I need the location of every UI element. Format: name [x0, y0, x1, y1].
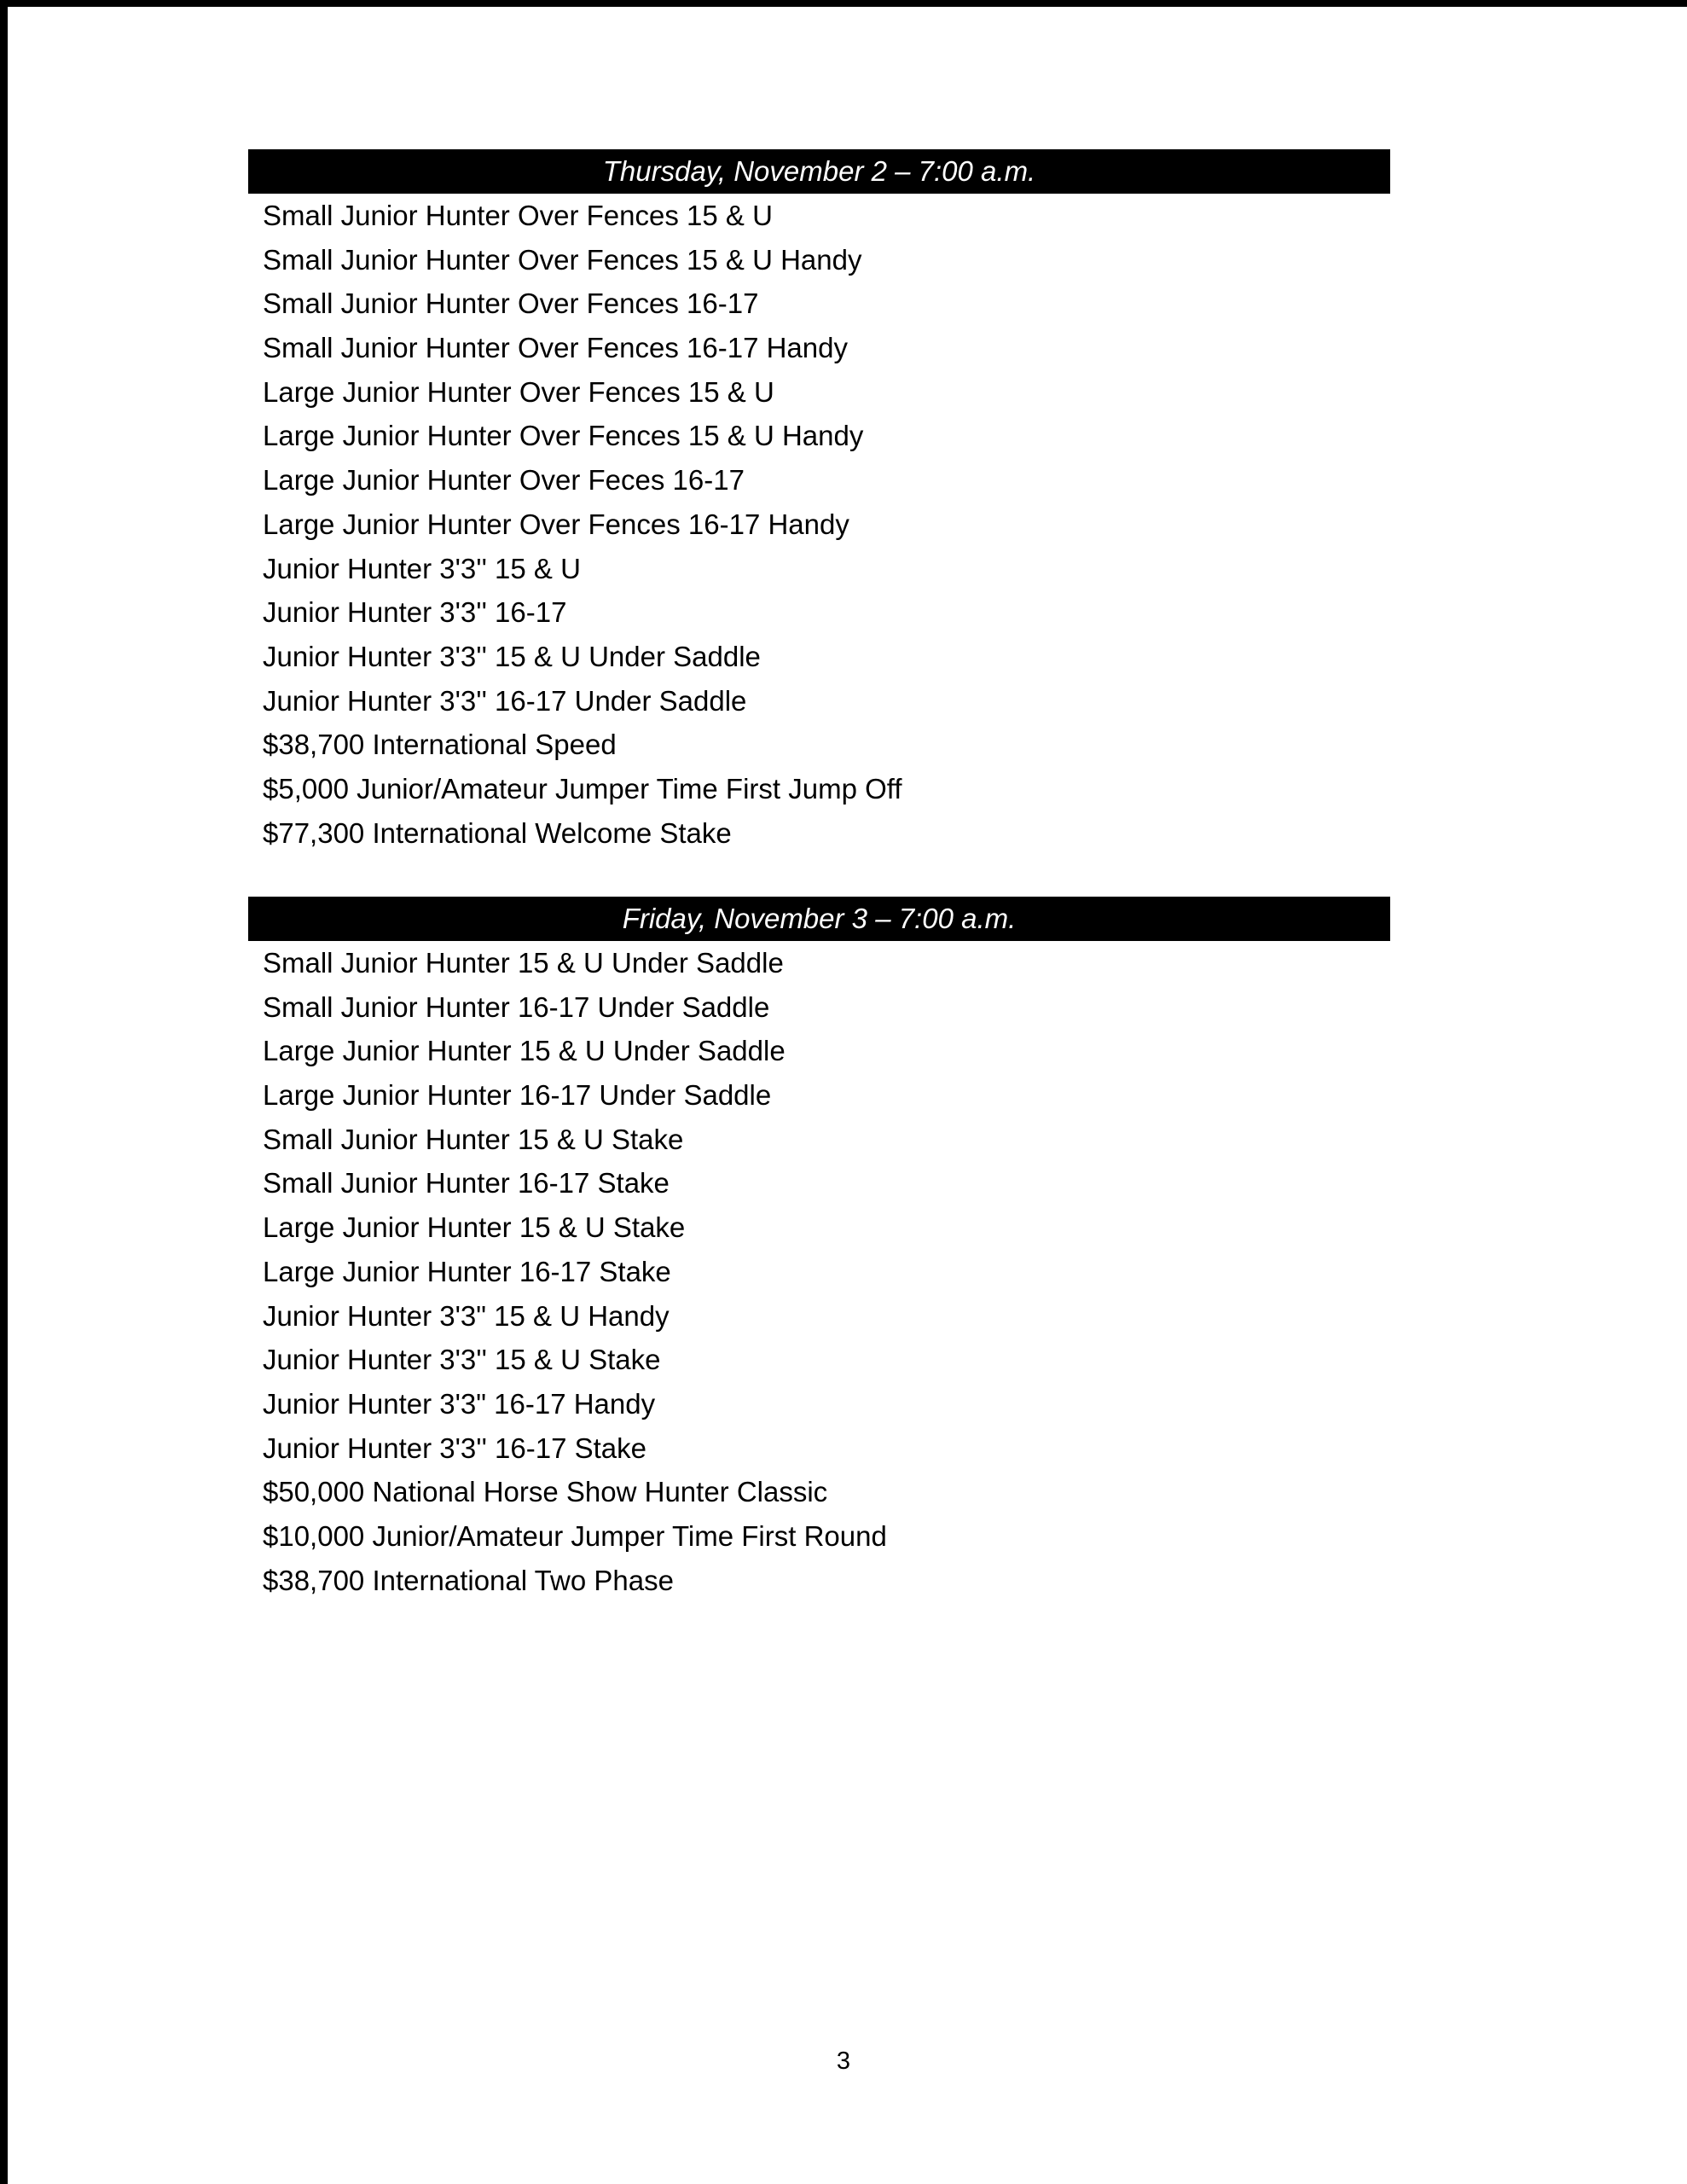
class-list [248, 941, 1390, 1602]
class-item: Junior Hunter 3'3'' 16-17 Under Saddle [263, 684, 747, 717]
class-item: $38,700 International Speed [263, 729, 617, 761]
class-item: $10,000 Junior/Amateur Jumper Time First Round [263, 1519, 887, 1552]
class-item: Small Junior Hunter 16-17 Under Saddle [263, 990, 770, 1023]
page-border-top [0, 0, 1687, 7]
class-item: Small Junior Hunter 15 & U Stake [263, 1123, 684, 1155]
class-item: Junior Hunter 3'3'' 15 & U Stake [263, 1344, 661, 1376]
schedule-section-thursday [248, 149, 1390, 855]
class-item: Large Junior Hunter 16-17 Stake [263, 1255, 671, 1287]
schedule-section-friday [248, 897, 1390, 1602]
class-item: Large Junior Hunter 16-17 Under Saddle [263, 1079, 772, 1112]
class-item: $38,700 International Two Phase [263, 1564, 674, 1596]
class-item: Large Junior Hunter Over Fences 16-17 Handy [263, 508, 849, 540]
class-item: Large Junior Hunter 15 & U Stake [263, 1211, 686, 1244]
class-item: Junior Hunter 3'3'' 16-17 Stake [263, 1432, 646, 1464]
class-item: Junior Hunter 3'3'' 15 & U Under Saddle [263, 640, 761, 672]
class-item: Large Junior Hunter 15 & U Under Saddle [263, 1035, 786, 1067]
class-item: Junior Hunter 3'3'' 15 & U [263, 552, 581, 584]
class-item: Large Junior Hunter Over Feces 16-17 [263, 464, 745, 497]
class-item: Small Junior Hunter 16-17 Stake [263, 1167, 670, 1199]
class-item: Junior Hunter 3'3'' 16-17 [263, 596, 567, 629]
class-item: $77,300 International Welcome Stake [263, 816, 732, 849]
class-item: Small Junior Hunter Over Fences 16-17 [263, 288, 759, 320]
class-item: Small Junior Hunter 15 & U Under Saddle [263, 947, 784, 979]
class-item: Junior Hunter 3'3" 15 & U Handy [263, 1299, 670, 1332]
class-item: Junior Hunter 3'3" 16-17 Handy [263, 1387, 656, 1420]
page-border-left [0, 0, 8, 2184]
class-item: Small Junior Hunter Over Fences 16-17 Handy [263, 332, 848, 364]
class-list [248, 194, 1390, 855]
day-header: Thursday, November 2 – 7:00 a.m. [248, 149, 1390, 194]
class-item: Small Junior Hunter Over Fences 15 & U [263, 200, 773, 231]
day-header: Friday, November 3 – 7:00 a.m. [248, 897, 1390, 941]
page-number: 3 [836, 2048, 851, 2075]
class-item: Large Junior Hunter Over Fences 15 & U [263, 375, 774, 408]
class-item: Small Junior Hunter Over Fences 15 & U Handy [263, 243, 862, 276]
class-item: $5,000 Junior/Amateur Jumper Time First Jump Off [263, 772, 902, 804]
class-item: $50,000 National Horse Show Hunter Classic [263, 1476, 828, 1508]
class-item: Large Junior Hunter Over Fences 15 & U Handy [263, 420, 864, 452]
